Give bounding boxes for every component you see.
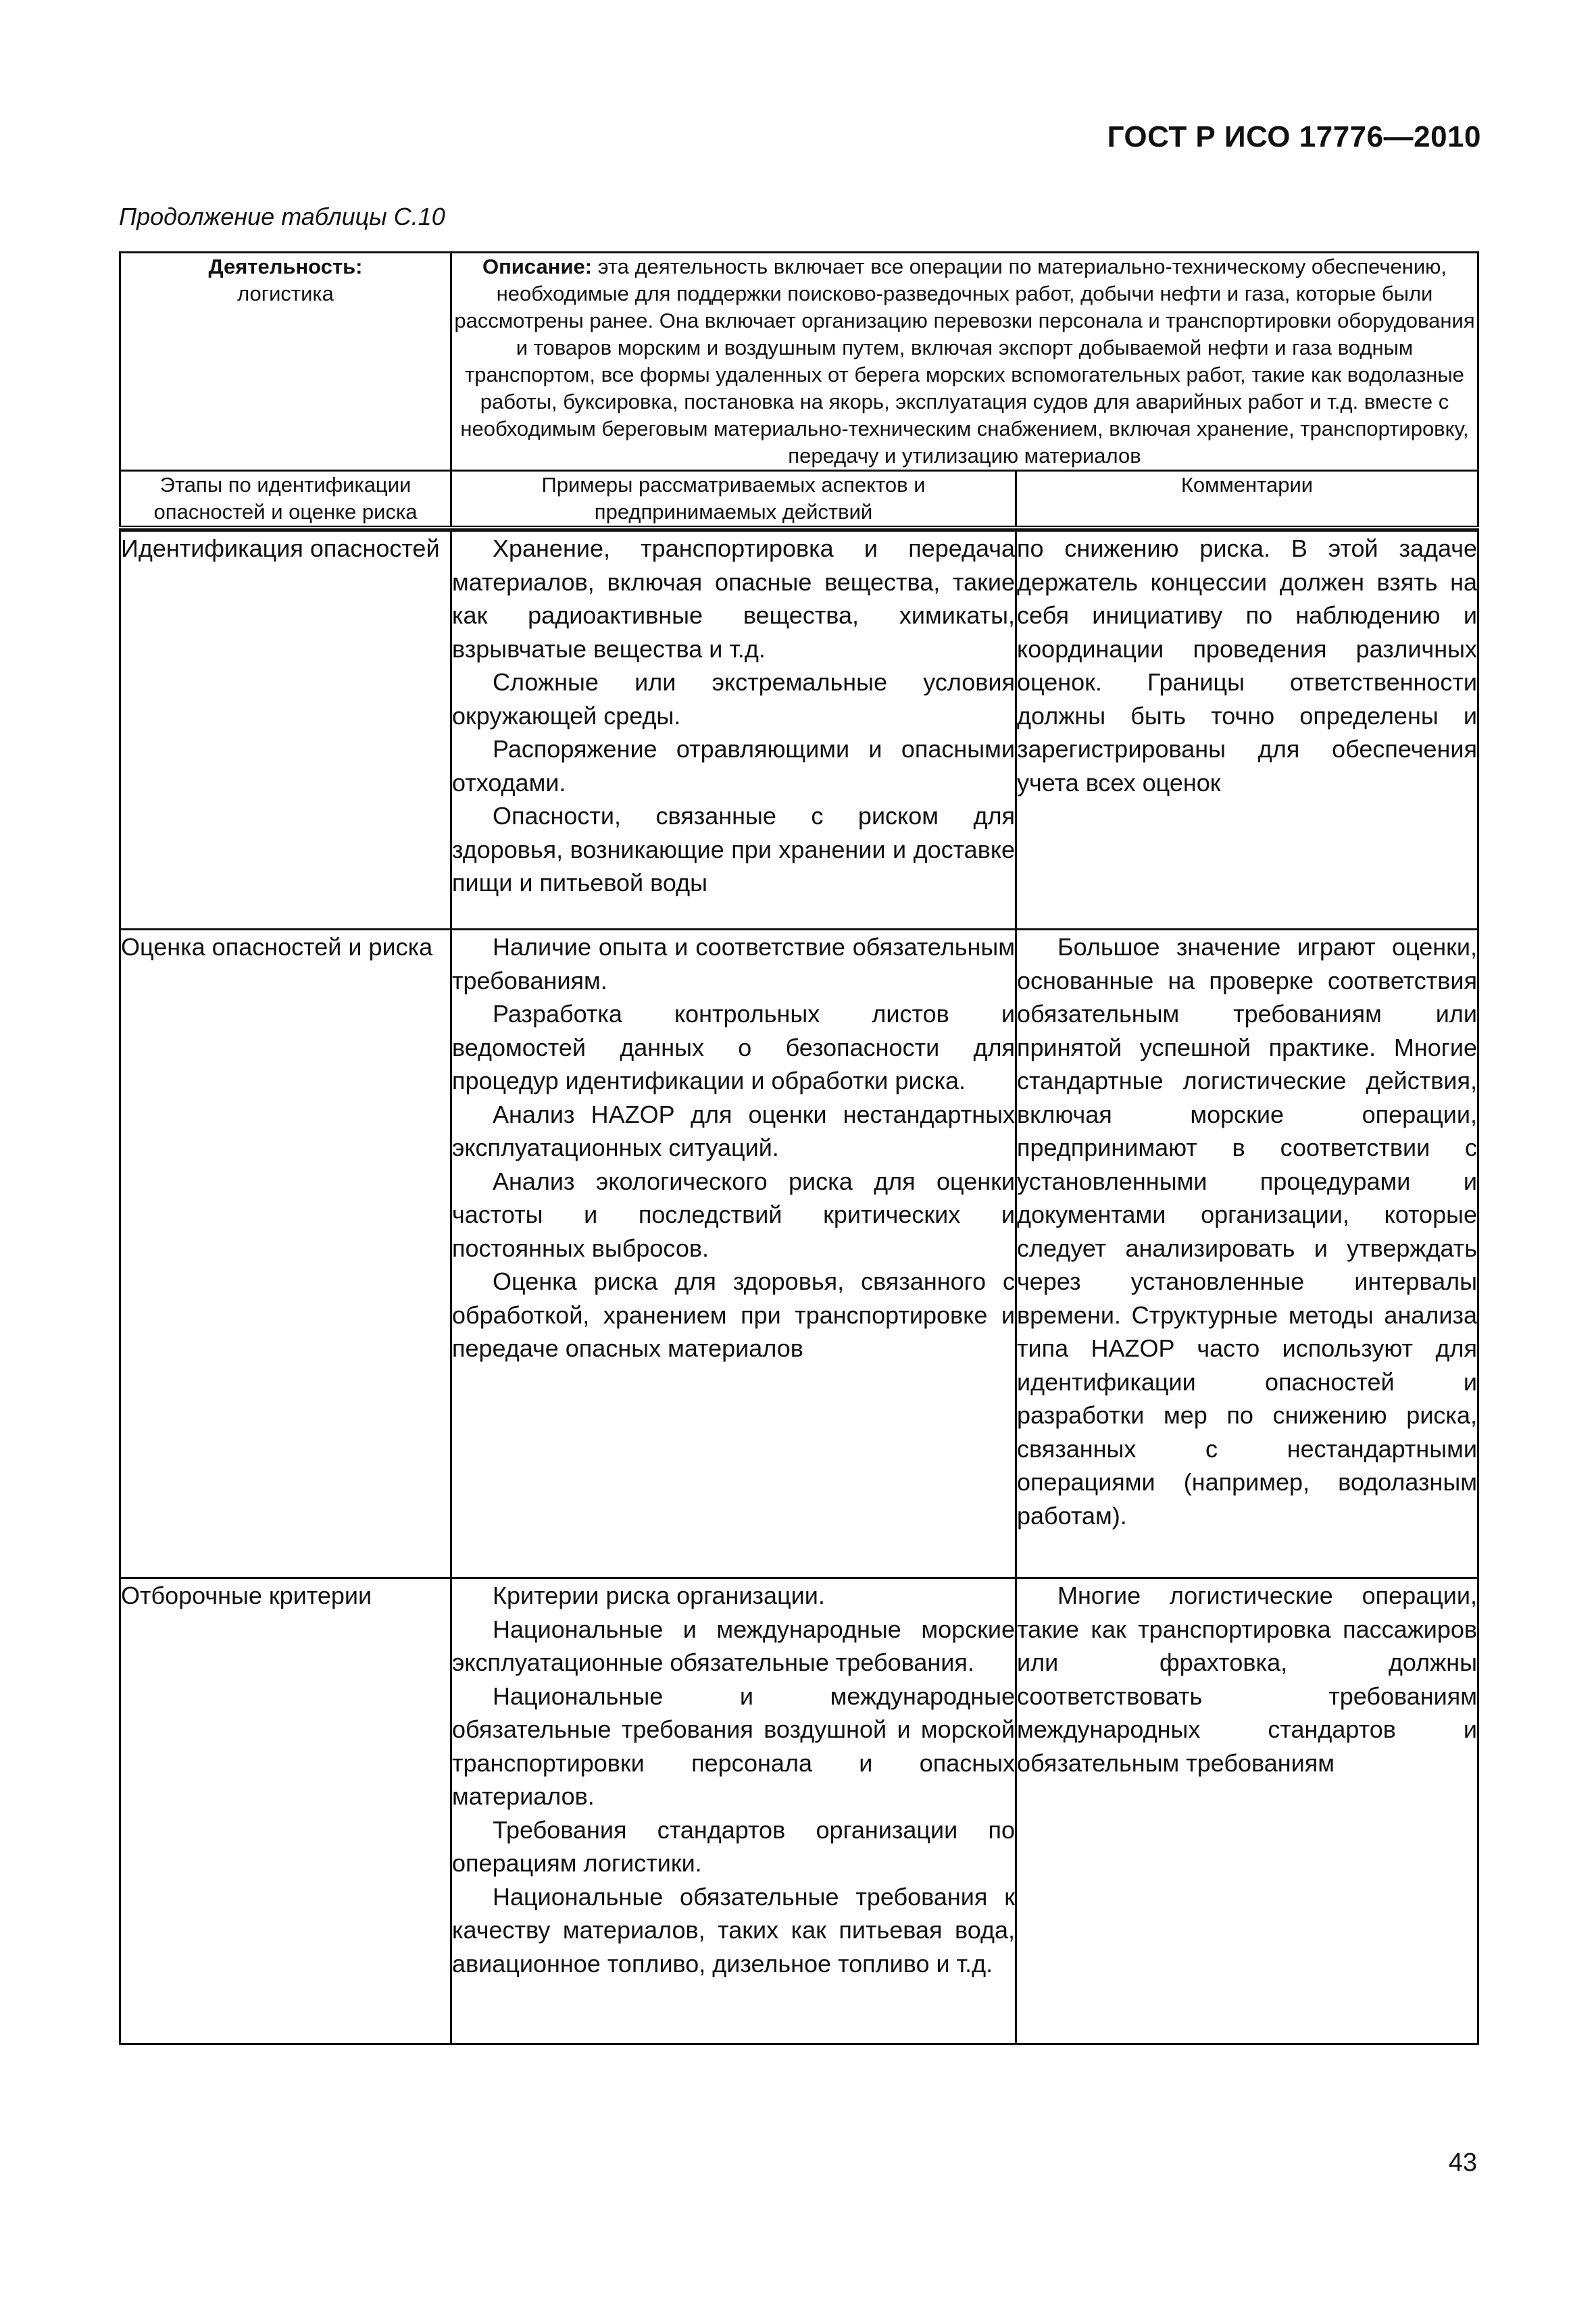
comment-text: Большое значение играют оценки, основанные на проверке соответствия обязательным требованиям или принятой успешной практике. Многие стандартные логистические действия, включая морские операции, предпринимают в соответствии с установленными процедурами и документами организации, которые следует анализировать и утверждать через установленные интервалы времени. Структурные методы анализа типа HAZOP часто используют для идентификации опасностей и разработки мер по снижению риска, связанных с нестандартными операциями (например, водолазным работам).	[1017, 933, 1477, 1530]
description-cell	[451, 253, 1478, 471]
example-item: Хранение, транспортировка и передача материалов, включая опасные вещества, такие как радиоактивные вещества, химикаты, взрывчатые вещества и т.д.	[452, 534, 1015, 663]
examples-cell	[451, 1578, 1016, 2044]
example-item: Национальные обязательные требования к качеству материалов, таких как питьевая вода, авиационное топливо, дизельное топливо и т.д.	[452, 1882, 1015, 1978]
description-label: Описание:	[482, 255, 593, 278]
activity-value: логистика	[237, 282, 334, 305]
table-row	[120, 1578, 1478, 2044]
table-row	[120, 930, 1478, 1578]
column-header-stage	[120, 471, 451, 528]
examples-cell	[451, 930, 1016, 1578]
activity-row	[120, 253, 1478, 471]
page-number: 43	[1448, 2148, 1477, 2177]
risk-table	[119, 251, 1479, 2045]
example-item: Национальные и международные морские эксплуатационные обязательные требования.	[452, 1615, 1015, 1676]
table-row	[120, 531, 1478, 930]
comments-cell	[1016, 930, 1478, 1578]
example-item: Оценка риска для здоровья, связанного с обработкой, хранением при транспортировке и передаче опасных материалов	[452, 1267, 1015, 1362]
example-item: Наличие опыта и соответствие обязательным требованиям.	[452, 933, 1015, 995]
column-header-examples-text: Примеры рассматриваемых аспектов и предпринимаемых действий	[541, 473, 926, 524]
example-item: Требования стандартов организации по операциям логистики.	[452, 1815, 1015, 1877]
example-item: Критерии риска организации.	[493, 1582, 825, 1609]
column-header-stage-text: Этапы по идентификации опасностей и оценке риска	[153, 473, 418, 524]
examples-cell	[451, 531, 1016, 930]
example-item: Опасности, связанные с риском для здоровья, возникающие при хранении и доставке пищи и питьевой воды	[452, 802, 1015, 897]
activity-cell	[120, 253, 451, 471]
example-item: Национальные и международные обязательные требования воздушной и морской транспортировки персонала и опасных материалов.	[452, 1682, 1015, 1810]
comments-cell	[1016, 531, 1478, 930]
column-header-comments	[1016, 471, 1478, 528]
activity-label: Деятельность:	[208, 255, 363, 278]
example-item: Сложные или экстремальные условия окружающей среды.	[452, 668, 1015, 730]
description-text: эта деятельность включает все операции по материально-техническому обеспечению, необходимые для поддержки поисково-разведочных работ, добычи нефти и газа, которые были рассмотрены ранее. Она включает организацию перевозки персонала и транспортировки оборудования и товаров морским и воздушным путем, включая экспорт добываемой нефти и газа водным транспортом, все формы удаленных от берега морских вспомогательных работ, такие как водолазные работы, буксировка, постановка на якорь, эксплуатация судов для аварийных работ и т.д. вместе с необходимым береговым материально-техническим снабжением, включая хранение, транспортировку, передачу и утилизацию материалов	[454, 255, 1475, 468]
stage-cell: Идентификация опасностей	[120, 531, 451, 930]
stage-cell: Оценка опасностей и риска	[120, 930, 451, 1578]
comments-cell	[1016, 1578, 1478, 2044]
example-item: Распоряжение отравляющими и опасными отходами.	[452, 735, 1015, 797]
column-header-row	[120, 471, 1478, 528]
comment-text: по снижению риска. В этой задаче держатель концессии должен взять на себя инициативу по наблюдению и координации проведения различных оценок. Границы ответственности должны быть точно определены и зарегистрированы для обеспечения учета всех оценок	[1017, 534, 1477, 797]
example-item: Разработка контрольных листов и ведомостей данных о безопасности для процедур идентификации и обработки риска.	[452, 1000, 1015, 1095]
stage-cell: Отборочные критерии	[120, 1578, 451, 2044]
comment-text: Многие логистические операции, такие как транспортировка пассажиров или фрахтовка, должны соответствовать требованиям международных стандартов и обязательным требованиям	[1017, 1582, 1477, 1777]
example-item: Анализ экологического риска для оценки частоты и последствий критических и постоянных выбросов.	[452, 1167, 1015, 1262]
column-header-examples	[451, 471, 1016, 528]
document-code: ГОСТ Р ИСО 17776—2010	[1107, 120, 1481, 153]
example-item: Анализ HAZOP для оценки нестандартных эксплуатационных ситуаций.	[452, 1100, 1015, 1161]
table-caption: Продолжение таблицы С.10	[119, 203, 445, 230]
column-header-comments-text: Комментарии	[1180, 473, 1314, 497]
